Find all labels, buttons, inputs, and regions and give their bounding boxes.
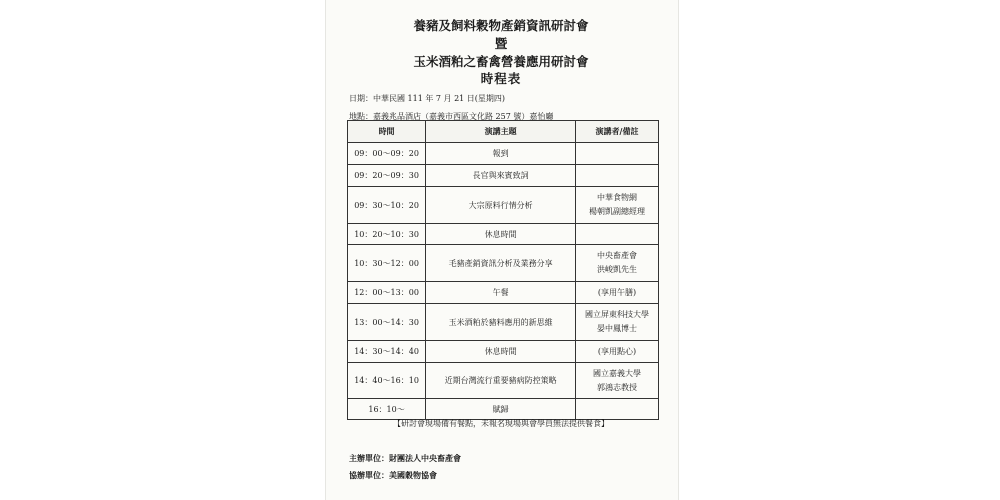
speaker-org: 國立嘉義大學	[593, 368, 642, 378]
table-row	[348, 304, 659, 341]
co-host-organizer: 協辦單位：美國穀物協會	[349, 470, 437, 480]
cell-topic: 玉米酒粕於豬料應用的新思維	[426, 304, 576, 341]
cell-speaker	[576, 224, 659, 245]
cell-time: 09：30～10：20	[348, 187, 426, 224]
cell-speaker	[576, 187, 659, 224]
cell-topic: 休息時間	[426, 224, 576, 245]
cell-time: 09：20～09：30	[348, 165, 426, 187]
speaker-org: 中央畜產會	[597, 251, 638, 260]
cell-time: 14：40～16：10	[348, 363, 426, 399]
cell-time: 10：30～12：00	[348, 245, 426, 282]
event-date: 日期：中華民國 111 年 7 月 21 日(星期四)	[349, 94, 506, 103]
schedule-table	[347, 120, 659, 420]
table-row	[348, 363, 659, 399]
cell-speaker: (享用午膳)	[576, 282, 659, 304]
title-conjunction: 暨	[494, 36, 508, 51]
cell-speaker	[576, 165, 659, 187]
table-row	[348, 399, 659, 420]
cell-topic: 長官與來賓致詞	[426, 165, 576, 187]
cell-topic: 近期台灣流行重要豬病防控策略	[426, 363, 576, 399]
table-row	[348, 143, 659, 165]
speaker-name: 晏中鳳博士	[597, 324, 638, 333]
header-topic: 演講主題	[426, 121, 576, 143]
schedule-heading: 時程表	[480, 71, 522, 86]
table-row	[348, 165, 659, 187]
header-time: 時間	[348, 121, 426, 143]
cell-speaker	[576, 399, 659, 420]
cell-topic: 大宗原料行情分析	[426, 187, 576, 224]
table-row	[348, 341, 659, 363]
speaker-name: 郭鴻志教授	[597, 382, 638, 392]
event-venue: 地點：嘉義兆品酒店（嘉義市西區文化路 257 號）嘉怡廳	[349, 112, 554, 121]
cell-topic: 報到	[426, 143, 576, 165]
document-subtitle: 玉米酒粕之畜禽營養應用研討會	[413, 54, 589, 69]
cell-time: 16：10～	[348, 399, 426, 420]
cell-time: 09：00～09：20	[348, 143, 426, 165]
cell-speaker	[576, 363, 659, 399]
table-row	[348, 245, 659, 282]
cell-topic: 午餐	[426, 282, 576, 304]
meal-notice: 【研討會現場備有餐點，未報名現場與會學員無法提供餐食】	[393, 419, 609, 428]
speaker-name: 洪峻凱先生	[597, 265, 638, 274]
table-header-row	[348, 121, 659, 143]
table-row	[348, 282, 659, 304]
cell-time: 10：20～10：30	[348, 224, 426, 245]
speaker-org: 中華食物網	[597, 193, 638, 202]
cell-topic: 休息時間	[426, 341, 576, 363]
table-row	[348, 187, 659, 224]
cell-topic: 毛豬產銷資訊分析及業務分享	[426, 245, 576, 282]
cell-speaker	[576, 304, 659, 341]
cell-time: 14：30～14：40	[348, 341, 426, 363]
cell-speaker	[576, 143, 659, 165]
table-row	[348, 224, 659, 245]
cell-speaker: (享用點心)	[576, 341, 659, 363]
header-speaker: 演講者/備註	[576, 121, 659, 143]
speaker-org: 國立屏東科技大學	[585, 310, 650, 319]
document-title: 養豬及飼料穀物產銷資訊研討會	[413, 18, 589, 33]
cell-topic: 賦歸	[426, 399, 576, 420]
host-organizer: 主辦單位：財團法人中央畜產會	[349, 453, 461, 463]
cell-time: 12：00～13：00	[348, 282, 426, 304]
cell-time: 13：00～14：30	[348, 304, 426, 341]
cell-speaker	[576, 245, 659, 282]
speaker-name: 楊朝凱副總經理	[589, 207, 646, 216]
